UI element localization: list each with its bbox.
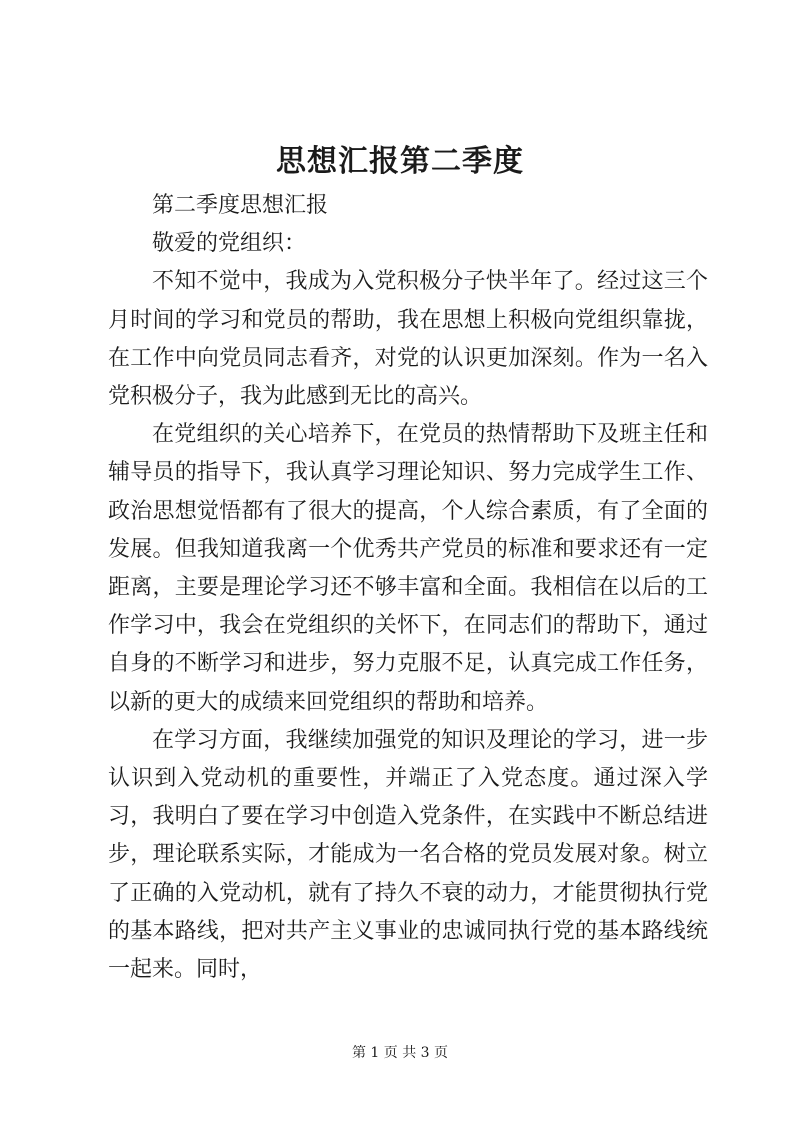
document-title: 思想汇报第二季度 <box>276 144 524 179</box>
page-footer: 第 1 页 共 3 页 <box>351 1045 449 1061</box>
document-body <box>108 187 708 989</box>
salutation-paragraph: 敬爱的党组织： <box>152 231 307 257</box>
body-paragraph-3: 在学习方面，我继续加强党的知识及理论的学习，进一步认识到入党动机的重要性，并端正了入党态度。通过深入学习，我明白了要在学习中创造入党条件，在实践中不断总结进步，理论联系实际，才能成为一名合格的党员发展对象。树立了正确的入党动机，就有了持久不衰的动力，才能贯彻执行党的基本路线，把对共产主义事业的忠诚同执行党的基本路线统一起来。同时， <box>108 727 708 983</box>
body-paragraph-2: 在党组织的关心培养下，在党员的热情帮助下及班主任和辅导员的指导下，我认真学习理论知识、努力完成学生工作、政治思想觉悟都有了很大的提高，个人综合素质，有了全面的发展。但我知道我离一个优秀共产党员的标准和要求还有一定距离，主要是理论学习还不够丰富和全面。我相信在以后的工作学习中，我会在党组织的关怀下，在同志们的帮助下，通过自身的不断学习和进步，努力克服不足，认真完成工作任务，以新的更大的成绩来回党组织的帮助和培养。 <box>108 422 708 715</box>
subtitle-paragraph: 第二季度思想汇报 <box>152 193 329 218</box>
body-paragraph-1: 不知不觉中，我成为入党积极分子快半年了。经过这三个月时间的学习和党员的帮助，我在思想上积极向党组织靠拢，在工作中向党员同志看齐，对党的认识更加深刻。作为一名入党积极分子，我为此感到无比的高兴。 <box>108 269 708 410</box>
